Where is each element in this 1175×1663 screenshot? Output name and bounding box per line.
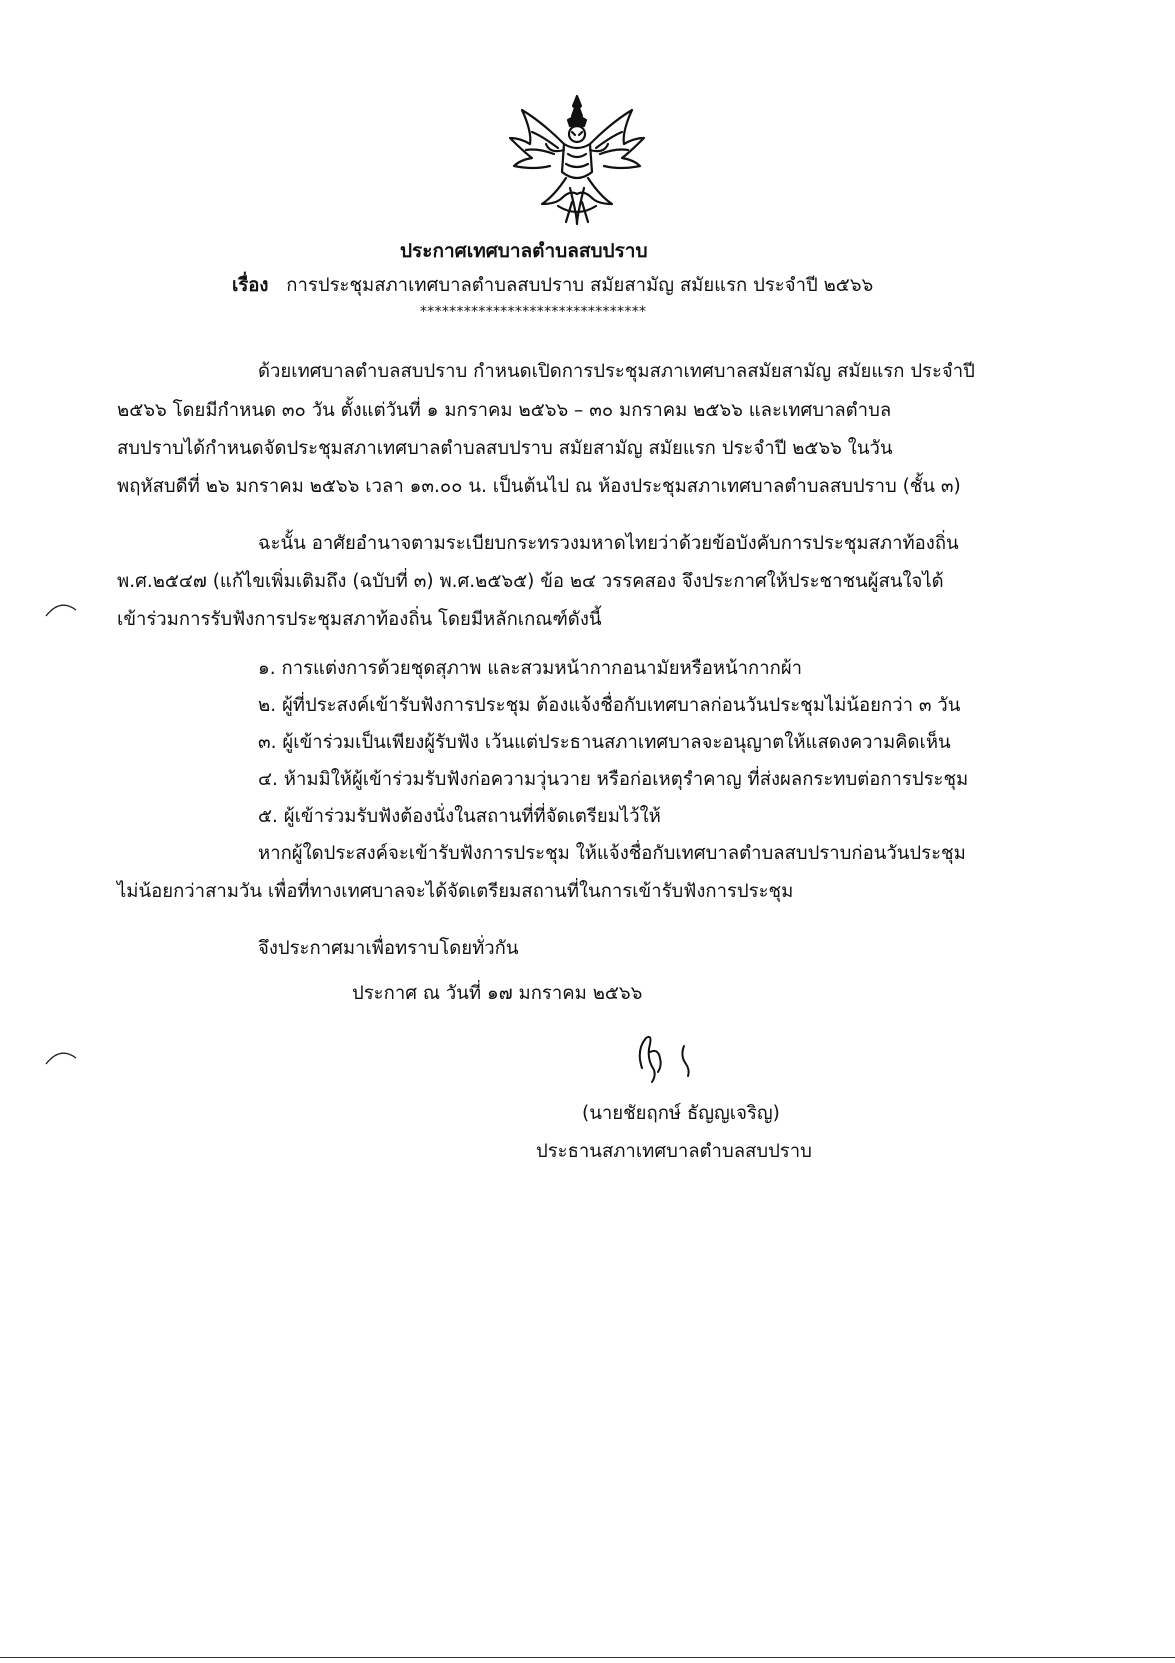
signatory-position: ประธานสภาเทศบาลตำบลสบปราบ [536, 1141, 812, 1162]
rule-item-2: ๒. ผู้ที่ประสงค์เข้ารับฟังการประชุม ต้องแจ้งชื่อกับเทศบาลก่อนวันประชุมไม่น้อยกว่า ๓ วัน [258, 695, 961, 716]
para1-line-4: พฤหัสบดีที่ ๒๖ มกราคม ๒๕๖๖ เวลา ๑๓.๐๐ น. เป็นต้นไป ณ ห้องประชุมสภาเทศบาลตำบลสบปราบ (ชั้น ๓) [117, 476, 961, 497]
para3-line-2: ไม่น้อยกว่าสามวัน เพื่อที่ทางเทศบาลจะได้จัดเตรียมสถานที่ในการเข้ารับฟังการประชุม [117, 881, 794, 902]
rule-item-1: ๑. การแต่งการด้วยชุดสุภาพ และสวมหน้ากากอนามัยหรือหน้ากากผ้า [258, 658, 803, 679]
para2-line-1: ฉะนั้น อาศัยอำนาจตามระเบียบกระทรวงมหาดไทยว่าด้วยข้อบังคับการประชุมสภาท้องถิ่น [258, 533, 959, 554]
subject-line [232, 274, 873, 298]
date-line: ประกาศ ณ วันที่ ๑๗ มกราคม ๒๕๖๖ [352, 983, 643, 1004]
subject-label: เรื่อง [232, 275, 269, 296]
para2-line-3: เข้าร่วมการรับฟังการประชุมสภาท้องถิ่น โดยมีหลักเกณฑ์ดังนี้ [117, 609, 602, 630]
closing-line: จึงประกาศมาเพื่อทราบโดยทั่วกัน [258, 938, 519, 959]
para1-line-2: ๒๕๖๖ โดยมีกำหนด ๓๐ วัน ตั้งแต่วันที่ ๑ มกราคม ๒๕๖๖ – ๓๐ มกราคม ๒๕๖๖ และเทศบาลตำบล [117, 400, 892, 421]
para2-line-2: พ.ศ.๒๕๔๗ (แก้ไขเพิ่มเติมถึง (ฉบับที่ ๓) พ.ศ.๒๕๖๕) ข้อ ๒๔ วรรคสอง จึงประกาศให้ประชาชนผู้สนใจได้ [117, 571, 944, 592]
rule-item-5: ๕. ผู้เข้าร่วมรับฟังต้องนั่งในสถานที่ที่จัดเตรียมไว้ให้ [258, 806, 661, 827]
handwritten-signature [632, 1030, 702, 1090]
margin-mark-icon [42, 596, 82, 626]
para3-line-1: หากผู้ใดประสงค์จะเข้ารับฟังการประชุม ให้แจ้งชื่อกับเทศบาลตำบลสบปราบก่อนวันประชุม [258, 843, 966, 864]
page-title: ประกาศเทศบาลตำบลสบปราบ [400, 240, 648, 262]
para1-line-3: สบปราบได้กำหนดจัดประชุมสภาเทศบาลตำบลสบปราบ สมัยสามัญ สมัยแรก ประจำปี ๒๕๖๖ ในวัน [117, 438, 893, 459]
signatory-name: (นายชัยฤกษ์ ธัญญเจริญ) [582, 1103, 780, 1124]
bottom-rule [0, 1657, 1175, 1658]
garuda-emblem-icon [502, 92, 652, 232]
margin-mark-icon [42, 1044, 82, 1074]
rule-item-3: ๓. ผู้เข้าร่วมเป็นเพียงผู้รับฟัง เว้นแต่ประธานสภาเทศบาลจะอนุญาตให้แสดงความคิดเห็น [258, 732, 951, 753]
separator-stars: ******************************* [420, 304, 647, 320]
subject-text: การประชุมสภาเทศบาลตำบลสบปราบ สมัยสามัญ สมัยแรก ประจำปี ๒๕๖๖ [286, 275, 874, 296]
rule-item-4: ๔. ห้ามมิให้ผู้เข้าร่วมรับฟังก่อความวุ่นวาย หรือก่อเหตุรำคาญ ที่ส่งผลกระทบต่อการประชุม [258, 769, 969, 790]
para1-line-1: ด้วยเทศบาลตำบลสบปราบ กำหนดเปิดการประชุมสภาเทศบาลสมัยสามัญ สมัยแรก ประจำปี [258, 361, 975, 382]
